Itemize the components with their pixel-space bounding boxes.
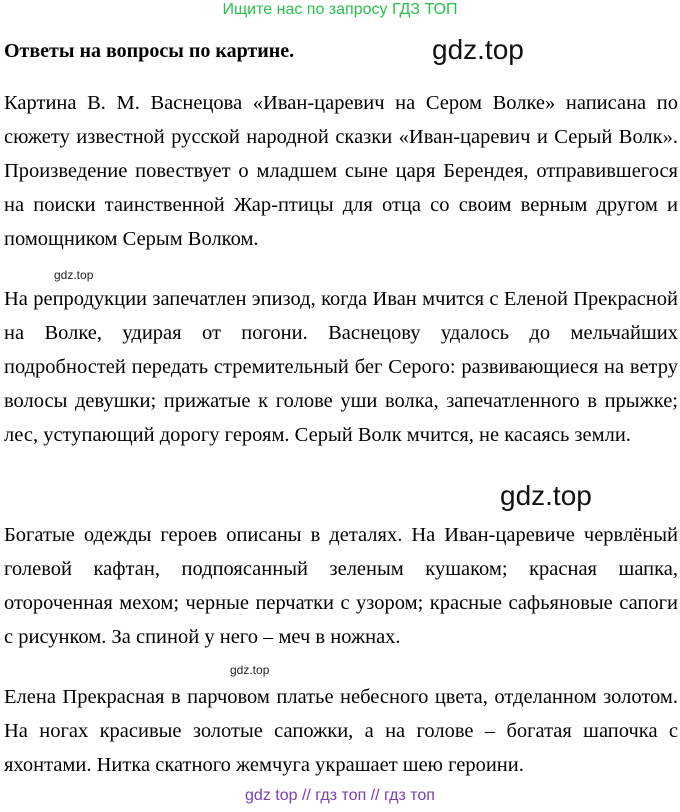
watermark: gdz.top: [432, 34, 524, 65]
paragraph-3: Богатые одежды героев описаны в деталях. На Иван-царевиче червлёный голевой кафтан, подпоясанный зеленым кушаком; красная шапка, отороченная мехом; черные перчатки с узором; красные сафьяновые сапоги с рисунком. За спиной у него – меч в ножнах.: [4, 524, 678, 648]
watermark: gdz.top: [54, 268, 94, 282]
page-heading: Ответы на вопросы по картине.: [4, 40, 295, 62]
watermark: gdz.top: [500, 480, 592, 511]
footer-links[interactable]: gdz top // гдз топ // гдз топ: [245, 787, 435, 804]
paragraph-2: На репродукции запечатлен эпизод, когда Иван мчится с Еленой Прекрасной на Волке, удирая от погони. Васнецову удалось до мельчайших подробностей передать стремительный бег Серого: развивающиеся на ветру волосы девушки; прижатые к голове уши волка, запечатленного в прыжке; лес, уступающий дорогу героям. Серый Волк мчится, не касаясь земли.: [4, 288, 678, 446]
paragraph-1: Картина В. М. Васнецова «Иван-царевич на Сером Волке» написана по сюжету известной русской народной сказки «Иван-царевич и Серый Волк». Произведение повествует о младшем сыне царя Берендея, отправившегося на поиски таинственной Жар-птицы для отца со своим верным другом и помощником Серым Волком.: [4, 92, 678, 250]
watermark: gdz.top: [230, 663, 270, 677]
paragraph-4: Елена Прекрасная в парчовом платье небесного цвета, отделанном золотом. На ногах красивые золотые сапожки, а на голове – богатая шапочка с яхонтами. Нитка скатного жемчуга украшает шею героини.: [4, 686, 678, 776]
search-hint-link[interactable]: Ищите нас по запросу ГДЗ ТОП: [222, 1, 458, 18]
